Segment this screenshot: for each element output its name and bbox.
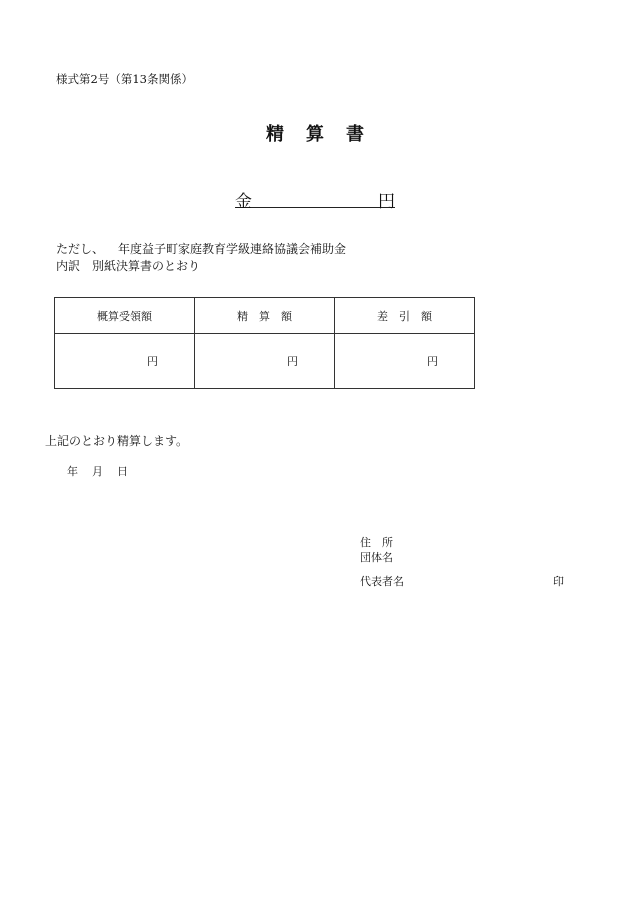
table-value-row [55, 334, 475, 389]
title-char-1: 精 [266, 124, 284, 145]
amount-suffix: 円 [378, 192, 395, 212]
breakdown-label: 内訳 [56, 259, 81, 273]
settlement-statement: 上記のとおり精算します。 [45, 434, 189, 448]
purpose-label: ただし、 [56, 242, 105, 256]
amount-field [235, 187, 395, 212]
form-number: 様式第2号（第13条関係） [56, 72, 193, 86]
seal-mark: 印 [553, 575, 564, 588]
title-char-2: 算 [306, 124, 324, 145]
organization-label: 団体名 [360, 551, 393, 564]
value-settled-amount: 円 [195, 334, 335, 389]
table-header-row [55, 298, 475, 334]
document-title [0, 120, 630, 146]
header-difference: 差 引 額 [335, 298, 475, 334]
header-settled-amount: 精 算 額 [195, 298, 335, 334]
date-line [67, 463, 142, 479]
purpose-line [56, 240, 346, 257]
date-day: 日 [117, 465, 128, 478]
date-year: 年 [67, 465, 78, 478]
date-month: 月 [92, 465, 103, 478]
settlement-table [54, 297, 475, 389]
value-difference: 円 [335, 334, 475, 389]
title-char-3: 書 [346, 124, 364, 145]
breakdown-text: 別紙決算書のとおり [92, 259, 201, 273]
purpose-text: 年度益子町家庭教育学級連絡協議会補助金 [118, 242, 347, 256]
representative-label: 代表者名 [360, 575, 404, 588]
breakdown-line [56, 257, 200, 274]
value-estimated-received: 円 [55, 334, 195, 389]
amount-prefix: 金 [235, 192, 252, 212]
header-estimated-received: 概算受領額 [55, 298, 195, 334]
address-label: 住 所 [360, 536, 393, 549]
